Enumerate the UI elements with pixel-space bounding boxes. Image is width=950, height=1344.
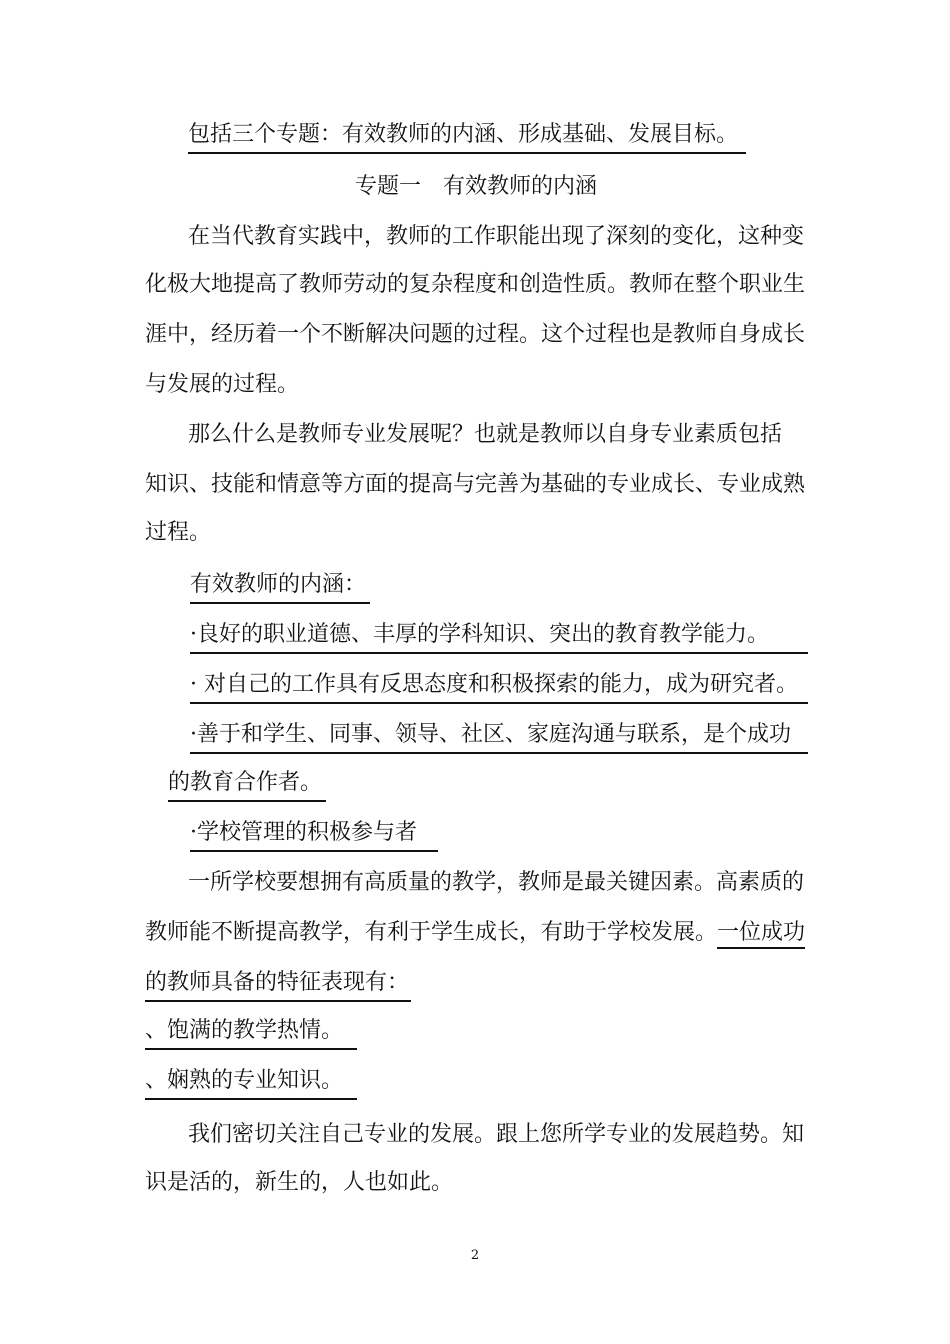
list-item-1: ·良好的职业道德、丰厚的学科知识、突出的教育教学能力。 <box>190 620 808 654</box>
para2-line2: 知识、技能和情意等方面的提高与完善为基础的专业成长、专业成熟 <box>145 472 806 497</box>
para4-line2: 识是活的，新生的，人也如此。 <box>145 1170 454 1195</box>
para2-line3: 过程。 <box>145 520 212 545</box>
list-item-4: ·学校管理的积极参与者 <box>190 818 438 852</box>
list-item-2: · 对自己的工作具有反思态度和积极探索的能力，成为研究者。 <box>190 670 808 704</box>
para3-line3: 的教师具备的特征表现有： <box>145 968 411 1002</box>
list-item-3: ·善于和学生、同事、领导、社区、家庭沟通与联系，是个成功 <box>190 720 808 754</box>
feature-1: 、饱满的教学热情。 <box>145 1016 357 1050</box>
list-title: 有效教师的内涵： <box>190 570 370 604</box>
para1-line2: 化极大地提高了教师劳动的复杂程度和创造性质。教师在整个职业生 <box>145 272 806 297</box>
para4-line1: 我们密切关注自己专业的发展。跟上您所学专业的发展趋势。知 <box>188 1122 805 1147</box>
para1-line1: 在当代教育实践中，教师的工作职能出现了深刻的变化，这种变 <box>188 224 805 249</box>
page-number: 2 <box>470 1248 480 1263</box>
feature-2: 、娴熟的专业知识。 <box>145 1066 357 1100</box>
para1-line3: 涯中，经历着一个不断解决问题的过程。这个过程也是教师自身成长 <box>145 322 806 347</box>
para3-line2: 教师能不断提高教学，有利于学生成长，有助于学校发展。一位成功 <box>145 918 805 948</box>
list-item-3-cont: 的教育合作者。 <box>168 768 326 802</box>
para1-line4: 与发展的过程。 <box>145 372 300 397</box>
para2-line1: 那么什么是教师专业发展呢？也就是教师以自身专业素质包括 <box>188 422 783 447</box>
para3-line1: 一所学校要想拥有高质量的教学，教师是最关键因素。高素质的 <box>188 870 805 895</box>
section-heading: 专题一 有效教师的内涵 <box>355 174 598 199</box>
intro-line: 包括三个专题：有效教师的内涵、形成基础、发展目标。 <box>188 120 746 154</box>
